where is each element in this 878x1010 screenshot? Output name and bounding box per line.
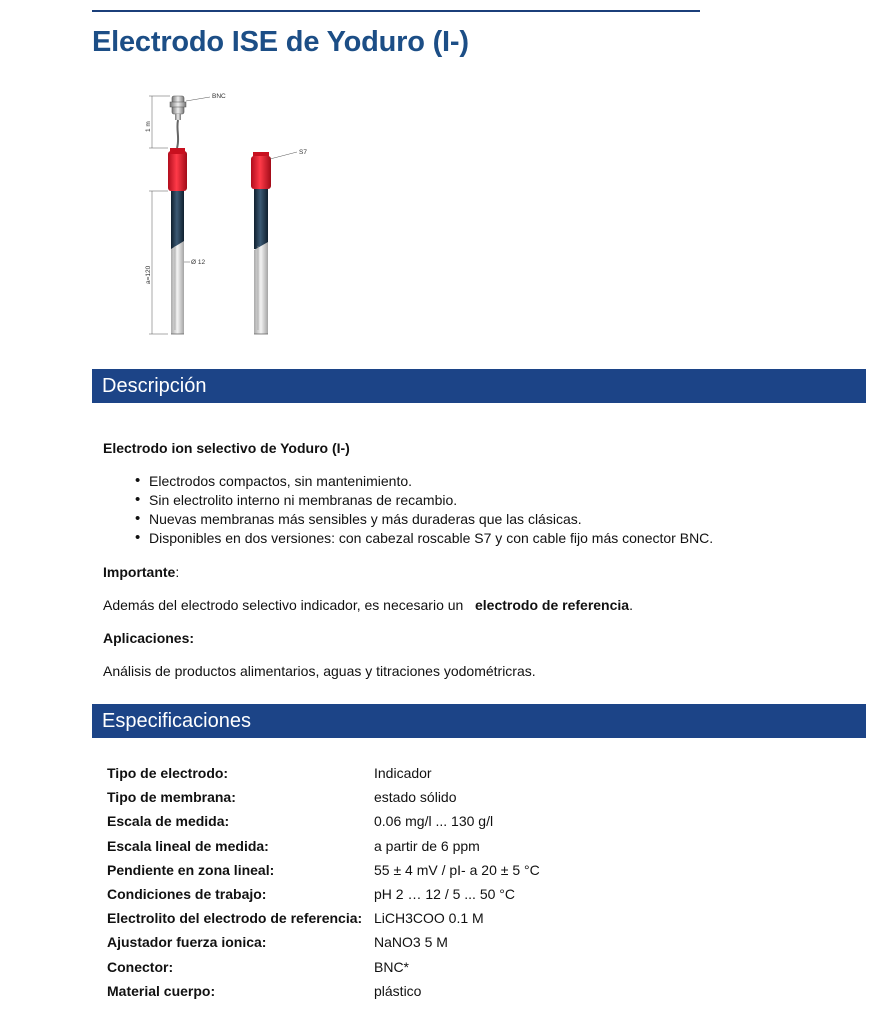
spec-key: Material cuerpo: <box>107 982 216 999</box>
spec-value: 0.06 mg/l ... 130 g/l <box>374 813 494 830</box>
table-row <box>103 955 540 979</box>
description-subtitle: Electrodo ion selectivo de Yoduro (I-) <box>103 440 350 456</box>
top-rule <box>92 10 700 12</box>
spec-value: a partir de 6 ppm <box>374 837 480 854</box>
table-row <box>103 882 540 906</box>
page-title: Electrodo ISE de Yoduro (I-) <box>92 26 469 58</box>
reference-electrode-text: electrodo de referencia <box>475 597 630 613</box>
spec-key: Condiciones de trabajo: <box>107 886 267 903</box>
reference-note <box>103 597 633 613</box>
s7-electrode <box>251 152 271 334</box>
spec-value: NaNO3 5 M <box>374 934 448 951</box>
feature-list <box>131 472 713 548</box>
applications-label <box>103 630 194 646</box>
spec-value: BNC* <box>374 958 410 975</box>
spec-key: Escala lineal de medida: <box>107 837 269 854</box>
applications-label-text: Aplicaciones: <box>103 630 195 646</box>
spec-value: 55 ± 4 mV / pI- a 20 ± 5 °C <box>374 861 540 878</box>
important-label: Importante <box>103 564 176 580</box>
table-row <box>103 930 540 954</box>
description-header: Descripción <box>92 369 866 403</box>
spec-key: Escala de medida: <box>107 813 230 830</box>
important-line <box>103 564 179 580</box>
table-row <box>103 858 540 882</box>
feature-item: • Nuevas membranas más sensibles y más duraderas que las clásicas. <box>131 510 713 529</box>
table-row <box>103 785 540 809</box>
spec-key: Ajustador fuerza ionica: <box>107 934 267 951</box>
label-bnc: BNC <box>212 93 226 100</box>
label-body-length: a=120 <box>145 265 152 284</box>
bnc-electrode <box>168 96 187 334</box>
spec-key: Tipo de electrodo: <box>107 765 229 782</box>
label-cable-length: 1 m <box>145 121 152 132</box>
spec-value: LiCH3COO 0.1 M <box>374 910 484 927</box>
table-row <box>103 979 540 1003</box>
specs-header: Especificaciones <box>92 704 866 738</box>
spec-key: Tipo de membrana: <box>107 789 236 806</box>
spec-value: plástico <box>374 982 422 999</box>
applications-text: Análisis de productos alimentarios, aguas y titraciones yodométricras. <box>103 663 536 679</box>
table-row <box>103 906 540 930</box>
table-row <box>103 809 540 833</box>
electrode-illustration <box>140 86 340 342</box>
feature-item: • Disponibles en dos versiones: con cabezal roscable S7 y con cable fijo más conector BNC. <box>131 529 713 548</box>
spec-value: Indicador <box>374 765 432 782</box>
important-colon: : <box>175 564 180 580</box>
spec-key: Electrolito del electrodo de referencia: <box>107 910 363 927</box>
feature-item: • Electrodos compactos, sin mantenimiento. <box>131 472 713 491</box>
specs-table <box>103 761 540 1003</box>
spec-key: Conector: <box>107 958 174 975</box>
label-s7: S7 <box>299 149 307 156</box>
reference-note-end: . <box>629 597 633 613</box>
spec-value: estado sólido <box>374 789 457 806</box>
reference-note-text: Además del electrodo selectivo indicador, es necesario un <box>103 597 464 613</box>
label-diameter: Ø 12 <box>191 259 206 266</box>
table-row <box>103 761 540 785</box>
spec-value: pH 2 … 12 / 5 ... 50 °C <box>374 886 515 903</box>
feature-item: • Sin electrolito interno ni membranas de recambio. <box>131 491 713 510</box>
table-row <box>103 834 540 858</box>
spec-key: Pendiente en zona lineal: <box>107 861 275 878</box>
